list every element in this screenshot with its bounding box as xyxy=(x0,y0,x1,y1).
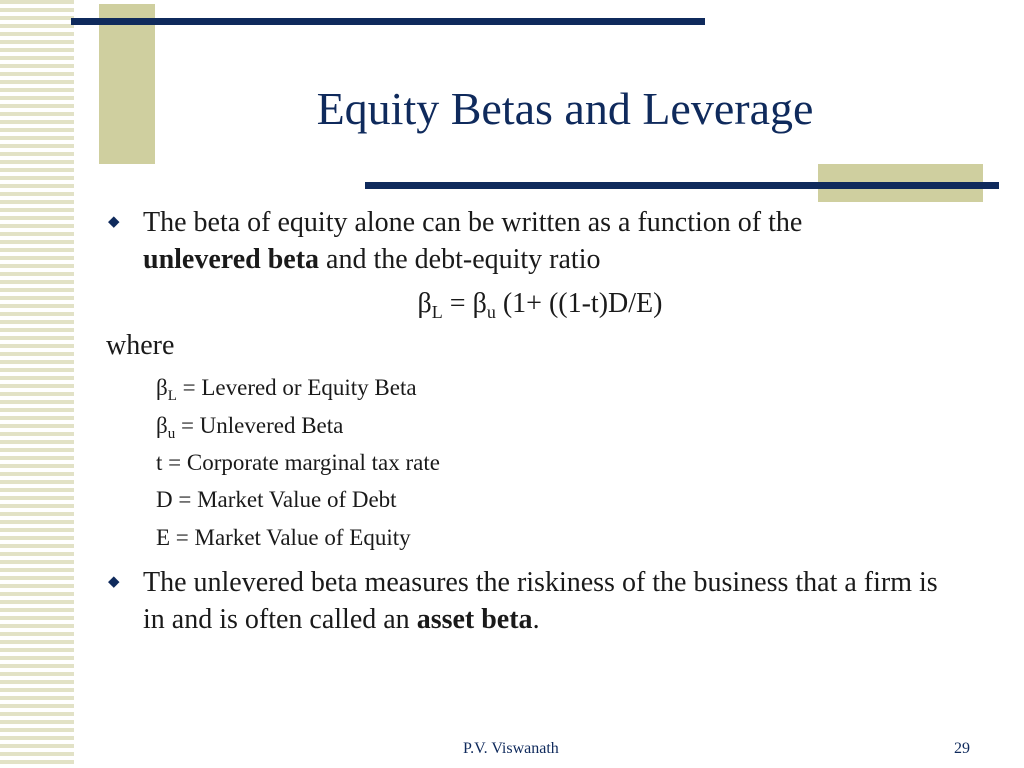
definition-item xyxy=(156,374,417,410)
formula-lhs-subscript: L xyxy=(431,302,443,322)
definition-item xyxy=(156,449,440,477)
where-label: where xyxy=(106,330,175,361)
bullet-2-text xyxy=(143,564,943,638)
decor-line-under-title xyxy=(365,182,999,189)
formula-equals: = xyxy=(442,288,473,319)
bullet-1-text-part1: The beta of equity alone can be written as a function of the xyxy=(143,207,803,238)
bullet-2-bold-term: asset beta xyxy=(416,604,533,635)
beta-formula xyxy=(0,288,1024,323)
bullet-1-text xyxy=(143,204,983,278)
bullet-2-text-part1: The unlevered beta measures the riskiness of the business that a firm is in and is often called an xyxy=(143,567,938,635)
definition-item xyxy=(156,486,397,514)
slide-title: Equity Betas and Leverage xyxy=(316,83,814,134)
definition-text: D = Market Value of Debt xyxy=(156,487,397,512)
definition-subscript: L xyxy=(167,388,177,404)
diamond-bullet-icon: ◆ xyxy=(108,214,120,230)
diamond-bullet-icon: ◆ xyxy=(108,574,120,590)
definition-symbol: β xyxy=(156,413,168,438)
formula-rhs-symbol: β xyxy=(472,288,487,319)
bullet-2-text-part2: . xyxy=(532,604,540,635)
definition-symbol: β xyxy=(156,375,168,400)
decor-block-top-left xyxy=(99,4,155,164)
definition-text: t = Corporate marginal tax rate xyxy=(156,450,440,475)
definition-text: = Levered or Equity Beta xyxy=(176,375,417,400)
page-number: 29 xyxy=(954,740,970,757)
definition-item xyxy=(156,524,411,552)
definition-text: E = Market Value of Equity xyxy=(156,525,411,550)
bullet-1-bold-term: unlevered beta xyxy=(143,244,320,275)
left-stripe-panel xyxy=(0,0,74,768)
formula-rhs-subscript: u xyxy=(486,302,496,322)
definition-text: = Unlevered Beta xyxy=(175,413,344,438)
bullet-1-text-part2: and the debt-equity ratio xyxy=(319,244,601,275)
footer-author: P.V. Viswanath xyxy=(463,740,559,757)
formula-lhs-symbol: β xyxy=(417,288,432,319)
formula-rhs-rest: (1+ ((1-t)D/E) xyxy=(495,288,663,319)
decor-line-top xyxy=(71,18,705,25)
definition-item xyxy=(156,412,343,448)
definition-subscript: u xyxy=(167,426,176,442)
